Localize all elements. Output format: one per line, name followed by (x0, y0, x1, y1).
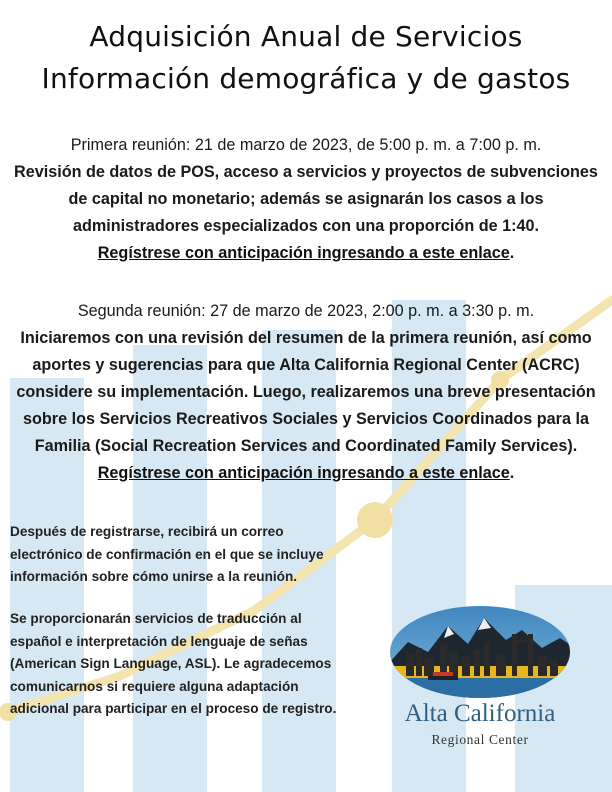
confirmation-note: Después de registrarse, recibirá un correo electrónico de confirmación en el que se incluye información sobre cómo unirse a la reunión. (10, 524, 324, 584)
meeting1-register-suffix: . (509, 244, 515, 262)
meeting1-heading: Primera reunión: 21 de marzo de 2023, de 5:00 p. m. a 7:00 p. m. (70, 136, 542, 154)
meeting2-heading: Segunda reunión: 27 de marzo de 2023, 2:00 p. m. a 3:30 p. m. (77, 302, 535, 320)
page-title-line1: Adquisición Anual de Servicios (89, 20, 523, 53)
meeting2-register-suffix: . (509, 464, 515, 482)
page-title-line2: Información demográfica y de gastos (41, 62, 571, 95)
meeting1-description: Revisión de datos de POS, acceso a servicios y proyectos de subvenciones de capital no monetario; además se asignarán los casos a los administradores especializados con una proporción de 1:40. (14, 163, 598, 235)
meeting1-register-link[interactable]: Regístrese con anticipación ingresando a este enlace (97, 244, 510, 262)
meeting2-register-link[interactable]: Regístrese con anticipación ingresando a este enlace (97, 464, 510, 482)
translation-note: Se proporcionarán servicios de traducción al español e interpretación de lenguaje de señas (American Sign Language, ASL). Le agradecemos comunicarnos si requiere alguna adaptación adicional para participar en el proceso de registro. (10, 611, 337, 716)
logo-subtitle: Regional Center (431, 732, 529, 747)
logo-name: Alta California (404, 700, 556, 727)
meeting2-description: Iniciaremos con una revisión del resumen de la primera reunión, así como aportes y sugerencias para que Alta California Regional Center (ACRC) considere su implementación. Luego, realizaremos una breve presentación sobre los Servicios Recreativos Sociales y Servicios Coordinados para la Familia (Social Recreation Services and Coordinated Family Services). (16, 329, 596, 455)
meeting2-section (10, 298, 602, 487)
acrc-logo-icon (388, 604, 572, 700)
meeting1-section (10, 132, 602, 267)
